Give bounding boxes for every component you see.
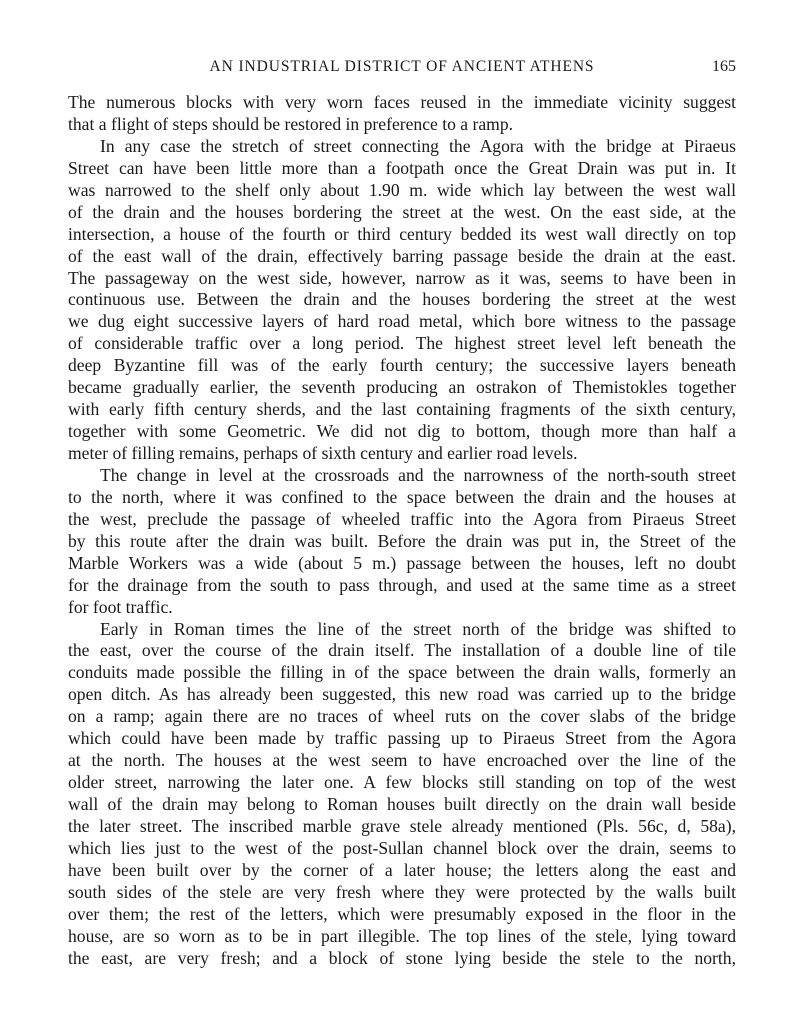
text-line: of considerable traffic over a long period. The highest street level left beneath the xyxy=(68,333,736,354)
text-line: the east, over the course of the drain itself. The installation of a double line of tile xyxy=(68,640,736,661)
text-line: that a flight of steps should be restored in preference to a ramp. xyxy=(68,113,514,134)
text-line: The numerous blocks with very worn faces reused in the immediate vicinity suggest xyxy=(68,92,736,112)
text-line: conduits made possible the filling in of the space between the drain walls, formerly an xyxy=(68,662,736,683)
text-line: became gradually earlier, the seventh producing an ostrakon of Themistokles together xyxy=(68,377,736,398)
paragraph xyxy=(68,465,736,619)
text-line: The passageway on the west side, however, narrow as it was, seems to have been in xyxy=(68,267,736,288)
text-line: In any case the stretch of street connecting the Agora with the bridge at Piraeus xyxy=(100,135,736,156)
text-line: meter of filling remains, perhaps of sixth century and earlier road levels. xyxy=(68,443,578,463)
text-line: continuous use. Between the drain and the houses bordering the street at the west xyxy=(68,289,736,310)
text-line: older street, narrowing the later one. A few blocks still standing on top of the west xyxy=(68,772,736,793)
text-line: which lies just to the west of the post-Sullan channel block over the drain, seems to xyxy=(68,837,736,858)
text-line: with early fifth century sherds, and the last containing fragments of the sixth century, xyxy=(68,399,736,420)
text-line: have been built over by the corner of a later house; the letters along the east and xyxy=(68,859,736,880)
running-header xyxy=(68,58,736,80)
paragraph xyxy=(68,619,736,970)
text-line: deep Byzantine fill was of the early fourth century; the successive layers beneath xyxy=(68,355,736,376)
text-line: south sides of the stele are very fresh where they were protected by the walls built xyxy=(68,881,736,902)
paragraph xyxy=(68,92,736,136)
text-line: which could have been made by traffic passing up to Piraeus Street from the Agora xyxy=(68,728,736,749)
text-line: to the north, where it was confined to the space between the drain and the houses at xyxy=(68,486,736,507)
text-line: Marble Workers was a wide (about 5 m.) passage between the houses, left no doubt xyxy=(68,552,736,573)
body-text xyxy=(68,92,736,970)
text-line: over them; the rest of the letters, which were presumably exposed in the floor in the xyxy=(68,903,736,924)
text-line: the east, are very fresh; and a block of stone lying beside the stele to the north, xyxy=(68,947,736,968)
paragraph xyxy=(68,136,736,465)
text-line: wall of the drain may belong to Roman houses built directly on the drain wall beside xyxy=(68,794,736,814)
text-line: was narrowed to the shelf only about 1.90 m. wide which lay between the west wall xyxy=(68,179,736,200)
text-line: intersection, a house of the fourth or third century bedded its west wall directly on top xyxy=(68,223,736,244)
text-line: Street can have been little more than a footpath once the Great Drain was put in. It xyxy=(68,157,736,178)
text-line: The change in level at the crossroads and the narrowness of the north-south street xyxy=(100,464,736,485)
text-line: on a ramp; again there are no traces of wheel ruts on the cover slabs of the bridge xyxy=(68,706,736,727)
text-line: for foot traffic. xyxy=(68,596,173,617)
text-line: of the drain and the houses bordering the street at the west. On the east side, at the xyxy=(68,201,736,222)
text-line: the later street. The inscribed marble grave stele already mentioned (Pls. 56c, d, 58a), xyxy=(68,815,736,836)
text-line: by this route after the drain was built. Before the drain was put in, the Street of the xyxy=(68,530,736,551)
text-line: we dug eight successive layers of hard road metal, which bore witness to the passage xyxy=(68,311,736,332)
text-line: together with some Geometric. We did not dig to bottom, though more than half a xyxy=(68,421,736,442)
text-line: of the east wall of the drain, effectively barring passage beside the drain at the east. xyxy=(68,245,736,266)
text-line: the west, preclude the passage of wheeled traffic into the Agora from Piraeus Street xyxy=(68,508,736,529)
text-line: open ditch. As has already been suggested, this new road was carried up to the bridge xyxy=(68,684,736,705)
text-line: for the drainage from the south to pass through, and used at the same time as a street xyxy=(68,574,736,595)
text-line: Early in Roman times the line of the street north of the bridge was shifted to xyxy=(100,618,736,639)
text-line: house, are so worn as to be in part illegible. The top lines of the stele, lying toward xyxy=(68,925,736,946)
page-number: 165 xyxy=(712,58,736,75)
running-title: AN INDUSTRIAL DISTRICT OF ANCIENT ATHENS xyxy=(209,58,595,75)
text-line: at the north. The houses at the west seem to have encroached over the line of the xyxy=(68,750,736,771)
